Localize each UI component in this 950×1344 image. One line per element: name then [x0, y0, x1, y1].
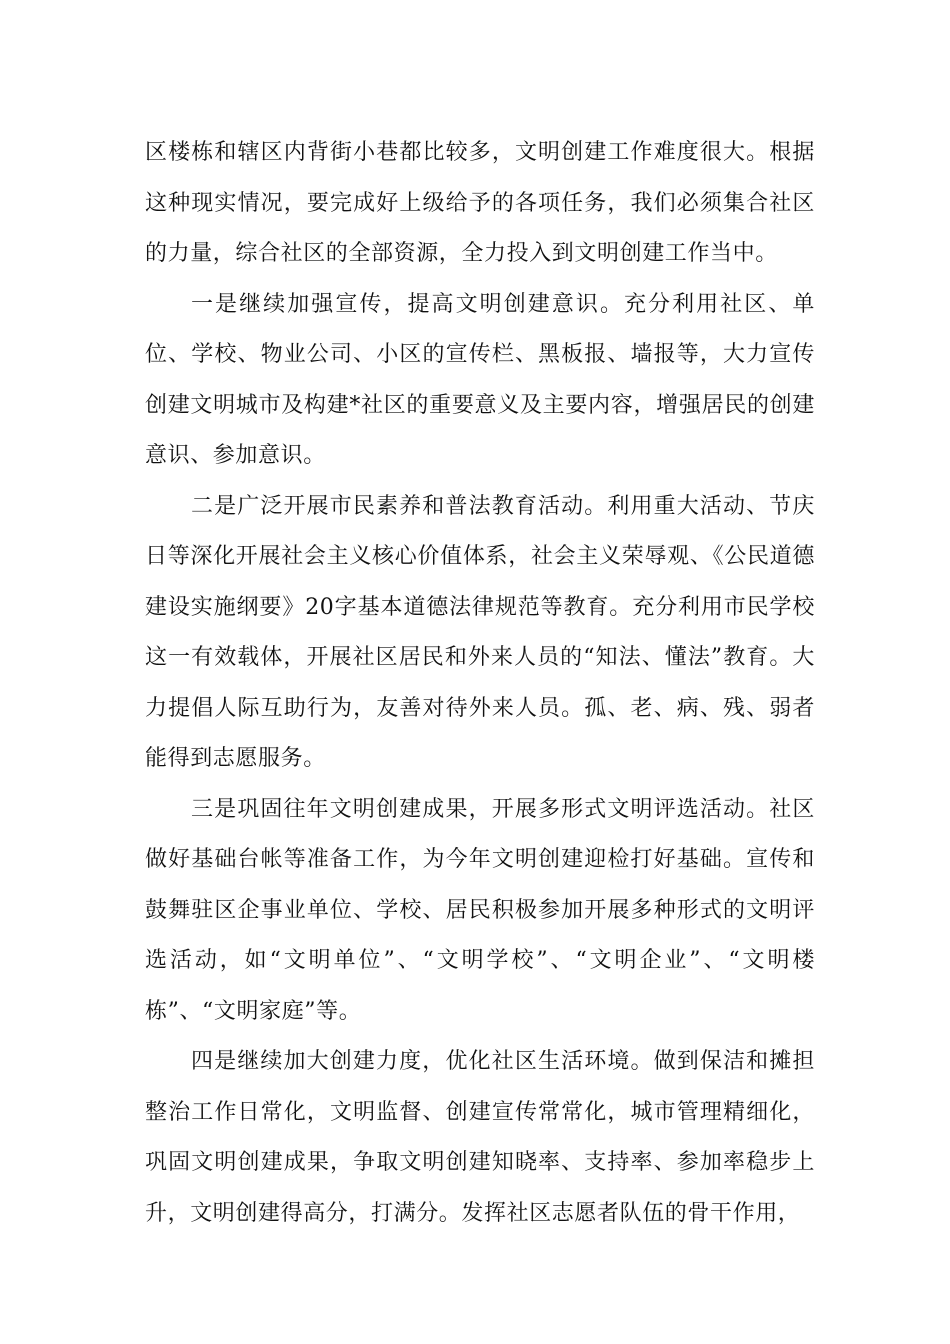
paragraph-publicity: 一是继续加强宣传，提高文明创建意识。充分利用社区、单位、学校、物业公司、小区的宣传栏、黑板报、墙报等，大力宣传创建文明城市及构建*社区的重要意义及主要内容，增强居民的创建意识、参加意识。: [145, 291, 815, 468]
paragraph-education: 二是广泛开展市民素养和普法教育活动。利用重大活动、节庆日等深化开展社会主义核心价值体系，社会主义荣辱观、《公民道德建设实施纲要》20字基本道德法律规范等教育。充分利用市民学校这一有效载体，开展社区居民和外来人员的“知法、懂法”教育。大力提倡人际互助行为，友善对待外来人员。孤、老、病、残、弱者能得到志愿服务。: [145, 493, 815, 771]
paragraph-achievements: 三是巩固往年文明创建成果，开展多形式文明评选活动。社区做好基础台帐等准备工作，为今年文明创建迎检打好基础。宣传和鼓舞驻区企事业单位、学校、居民积极参加开展多种形式的文明评选活动，如“文明单位”、“文明学校”、“文明企业”、“文明楼栋”、“文明家庭”等。: [145, 796, 815, 1024]
paragraph-continuation: 区楼栋和辖区内背街小巷都比较多，文明创建工作难度很大。根据这种现实情况，要完成好上级给予的各项任务，我们必须集合社区的力量，综合社区的全部资源，全力投入到文明创建工作当中。: [145, 140, 815, 266]
paragraph-environment: 四是继续加大创建力度，优化社区生活环境。做到保洁和摊担整治工作日常化，文明监督、创建宣传常常化，城市管理精细化，巩固文明创建成果，争取文明创建知晓率、支持率、参加率稳步上升，文明创建得高分，打满分。发挥社区志愿者队伍的骨干作用，: [145, 1049, 815, 1226]
document-body: [145, 128, 815, 1239]
